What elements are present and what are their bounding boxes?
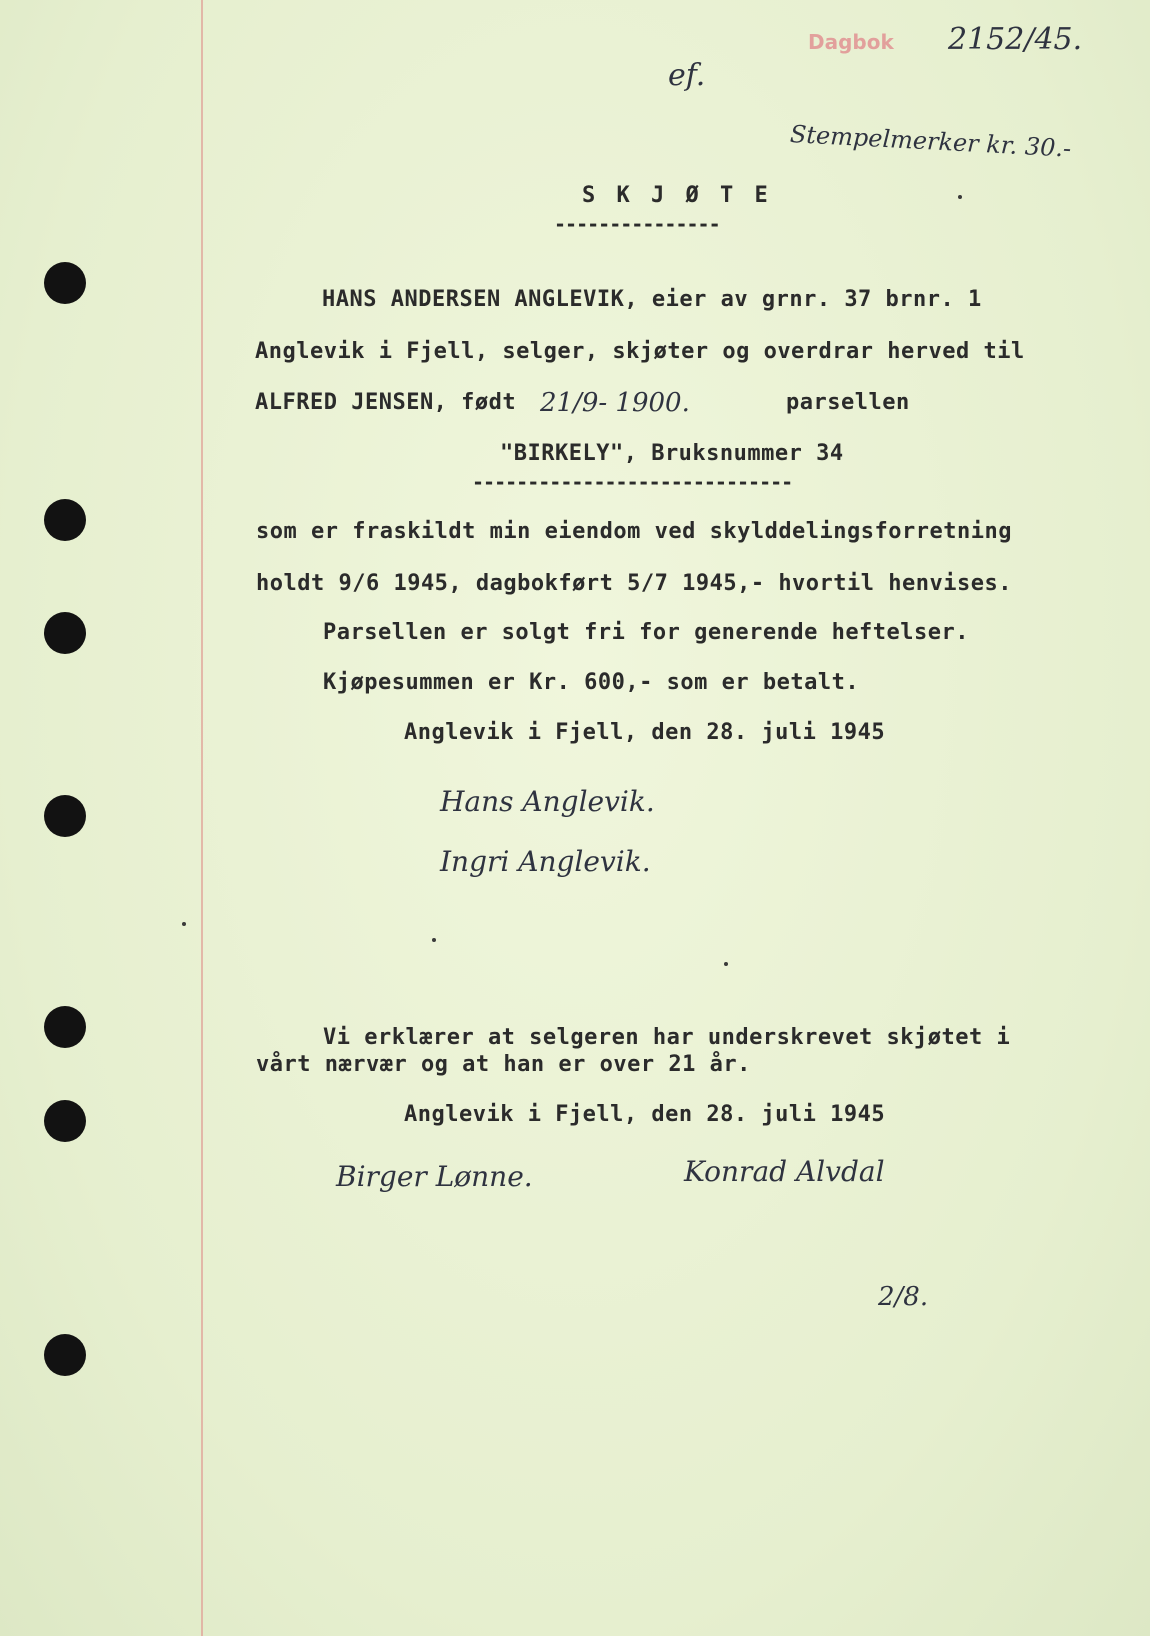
signature-witness-2: Konrad Alvdal (684, 1155, 885, 1188)
para1-line1: HANS ANDERSEN ANGLEVIK, eier av grnr. 37 brnr. 1 (322, 287, 982, 312)
punch-hole (44, 795, 86, 837)
margin-rule (201, 0, 203, 1636)
punch-hole (44, 1100, 86, 1142)
place-date-line: Anglevik i Fjell, den 28. juli 1945 (404, 720, 886, 745)
para2-line4: Kjøpesummen er Kr. 600,- som er betalt. (323, 670, 860, 695)
signature-seller-1: Hans Anglevik. (440, 785, 655, 818)
witness-line2: vårt nærvær og at han er over 21 år. (256, 1052, 751, 1077)
punch-hole (44, 612, 86, 654)
copy-initials: ef. (668, 58, 706, 93)
title-underline: --------------- (554, 212, 720, 236)
paper-speck (958, 195, 962, 199)
signature-witness-1: Birger Lønne. (336, 1160, 533, 1193)
witness-place-date: Anglevik i Fjell, den 28. juli 1945 (404, 1102, 886, 1127)
para2-line3: Parsellen er solgt fri for generende heftelser. (323, 620, 970, 645)
paper-speck (724, 962, 728, 966)
document-title: S K J Ø T E (582, 183, 772, 208)
para1-line3-label: ALFRED JENSEN, født (255, 390, 517, 415)
journal-number: 2152/45. (948, 22, 1083, 57)
punch-hole (44, 1334, 86, 1376)
paper-speck (182, 922, 186, 926)
para2-line2: holdt 9/6 1945, dagbokført 5/7 1945,- hvortil henvises. (256, 571, 1012, 596)
birth-date: 21/9- 1900. (540, 388, 690, 418)
signature-seller-2: Ingri Anglevik. (440, 845, 651, 878)
para2-line1: som er fraskildt min eiendom ved skylddelingsforretning (256, 519, 1012, 544)
property-underline: ----------------------------- (472, 470, 793, 494)
journal-stamp: Dagbok (808, 30, 894, 54)
punch-hole (44, 499, 86, 541)
paper-speck (432, 938, 436, 942)
stamp-fee-note: Stempelmerker kr. 30.- (789, 120, 1072, 163)
para1-line2: Anglevik i Fjell, selger, skjøter og overdrar herved til (255, 339, 1025, 364)
punch-hole (44, 1006, 86, 1048)
property-name: "BIRKELY", Bruksnummer 34 (500, 441, 844, 466)
witness-line1: Vi erklærer at selgeren har underskrevet skjøtet i (323, 1025, 1011, 1050)
para1-line3-end: parsellen (786, 390, 910, 415)
footer-mark: 2/8. (878, 1282, 929, 1312)
punch-hole (44, 262, 86, 304)
